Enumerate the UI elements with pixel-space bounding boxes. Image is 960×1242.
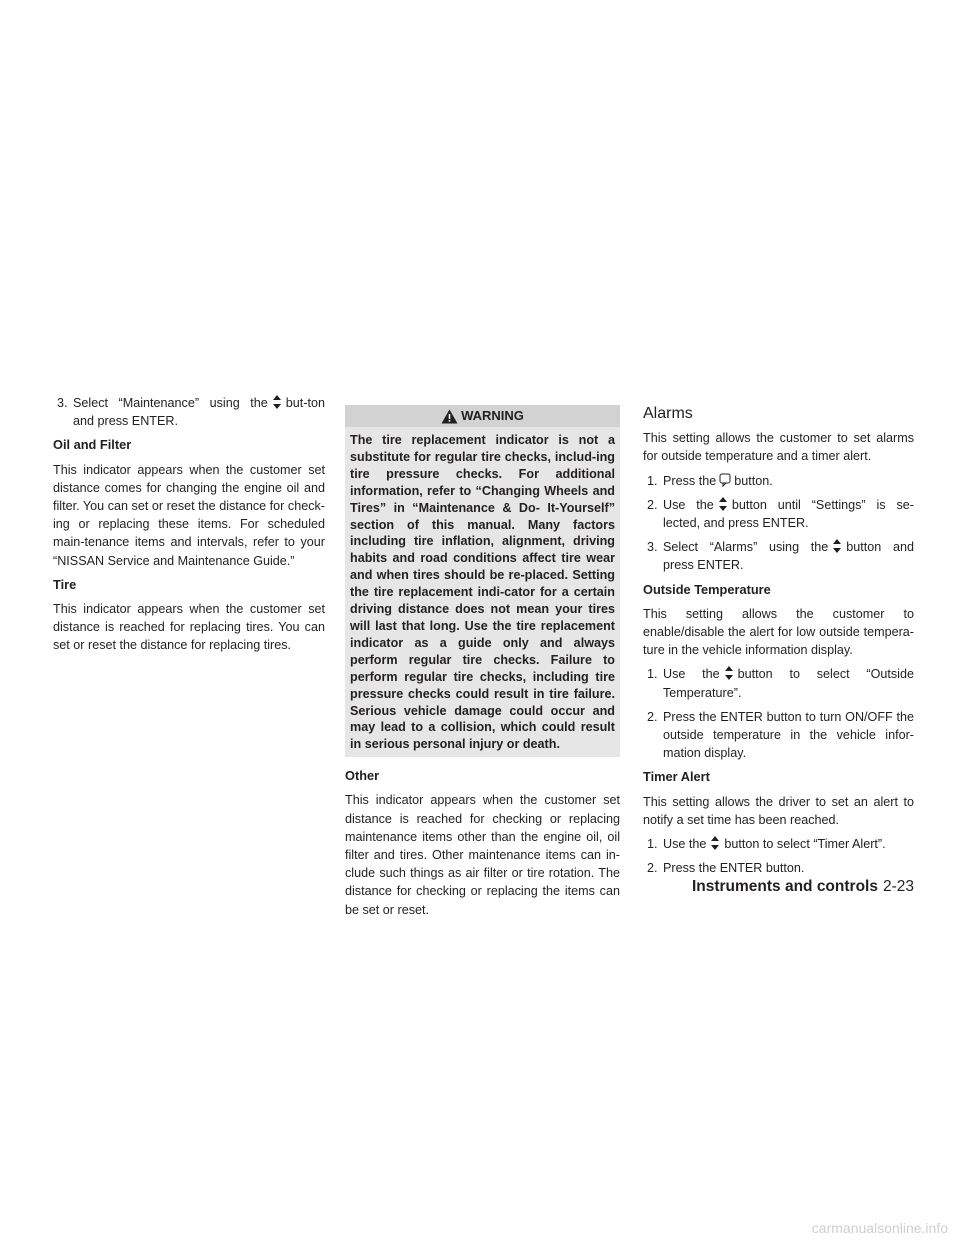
step-number: 2.: [647, 497, 658, 512]
heading-timer-alert: Timer Alert: [643, 769, 710, 785]
step-number: 2.: [647, 709, 658, 724]
timer-alert-text: This setting allows the driver to set an alert to notify a set time has been reached.: [643, 794, 914, 827]
watermark: carmanualsonline.info: [811, 1220, 948, 1236]
step-number: 2.: [647, 861, 658, 876]
alarm-step-1: [643, 472, 914, 490]
up-down-arrow-icon: [831, 539, 843, 553]
timer-step-1: [643, 835, 914, 853]
warning-title: WARNING: [461, 407, 524, 423]
step-text: Select “Maintenance” using the: [73, 396, 268, 410]
other-text: This indicator appears when the customer set distance is reached for checking or replacing maintenance items other than the engine oil, oil filter and tires. Other maintenance items can in-clude such things as air filter or tire rotation. The distance for checking or replacing the items can be set or reset.: [345, 793, 620, 917]
step-text: but-ton and press ENTER.: [73, 396, 325, 429]
step-text: button.: [734, 473, 773, 488]
alarm-step-3: [643, 538, 914, 574]
up-down-arrow-icon: [723, 666, 735, 680]
outside-step-1: [643, 665, 914, 701]
heading-other: Other: [345, 768, 380, 784]
step-text: Press the ENTER button to turn ON/OFF the outside temperature in the vehicle infor-mation display.: [663, 709, 914, 761]
step-number: 1.: [647, 667, 658, 682]
timer-step-2: [643, 859, 914, 877]
step-number: 3.: [57, 396, 68, 410]
step-text: button to select “Timer Alert”.: [724, 837, 886, 852]
step-number: 1.: [647, 837, 658, 852]
step-text: button to select “Outside Temperature”.: [663, 667, 914, 700]
tire-text: This indicator appears when the customer set distance is reached for replacing tires. You can set or reset the distance for replacing tires.: [53, 602, 325, 653]
heading-oil-filter: Oil and Filter: [53, 437, 132, 453]
step-text: Use the: [663, 667, 720, 682]
warning-box: [345, 405, 620, 757]
step-number: 1.: [647, 473, 658, 488]
step-text: Select “Alarms” using the: [663, 540, 829, 555]
page-number: 2-23: [882, 878, 914, 895]
up-down-arrow-icon: [717, 497, 729, 511]
step-text: Use the: [663, 497, 714, 512]
oil-filter-text: This indicator appears when the customer set distance comes for changing the engine oil and filter. You can set or reset the distance for check-ing or replacing these items. For scheduled main-tenance items and intervals, refer to your “NISSAN Service and Maintenance Guide.”: [53, 462, 325, 568]
heading-tire: Tire: [53, 576, 77, 592]
step-text: Use the: [663, 837, 707, 852]
warning-header: [345, 405, 620, 427]
heading-alarms: Alarms: [643, 405, 693, 422]
step-text: Press the: [663, 473, 717, 488]
step-text: button and press ENTER.: [663, 540, 915, 573]
display-menu-icon: [719, 473, 731, 487]
column-left: [53, 394, 325, 661]
outside-step-2: [643, 708, 914, 763]
outside-temperature-text: This setting allows the customer to enable/disable the alert for low outside tempera-ture in the vehicle information display.: [643, 606, 914, 658]
heading-outside-temperature: Outside Temperature: [643, 581, 771, 597]
step-select-maintenance: [53, 394, 325, 430]
step-text: Press the ENTER button.: [663, 861, 805, 876]
page-footer: [692, 878, 914, 896]
column-right: [643, 394, 914, 883]
alarm-step-2: [643, 496, 914, 532]
up-down-arrow-icon: [271, 395, 283, 409]
step-number: 3.: [647, 540, 658, 555]
alarms-intro: This setting allows the customer to set alarms for outside temperature and a timer alert.: [643, 431, 914, 464]
up-down-arrow-icon: [709, 836, 721, 850]
warning-triangle-icon: [441, 409, 458, 424]
footer-section-title: Instruments and controls: [691, 878, 878, 895]
warning-text: The tire replacement indicator is not a substitute for regular tire checks, includ-ing tire pressure checks. For additional information, refer to “Changing Wheels and Tires” in “Maintenance & Do- It-Yourself” section of this manual. Many factors including tire inflation, alignment, driving habits and road conditions affect tire wear and when tires should be re-placed. Setting the tire replacement indi-cator for a certain driving distance does not mean your tires will last that long. Use the tire replacement indicator as a guide only and always perform regular tire checks. Failure to perform regular tire checks, including tire pressure checks could result in tire failure. Serious vehicle damage could occur and may lead to a collision, which could result in serious personal injury or death.: [350, 433, 615, 752]
column-middle: [345, 394, 620, 925]
step-text: button until “Settings” is se-lected, and press ENTER.: [663, 497, 914, 531]
